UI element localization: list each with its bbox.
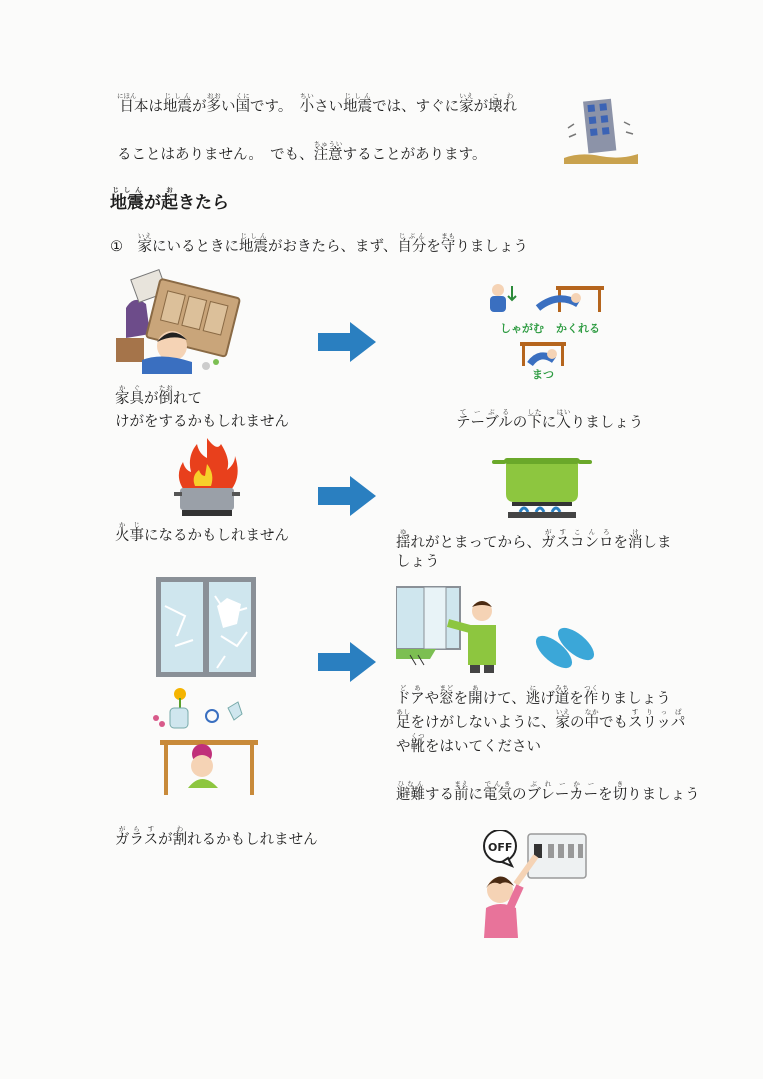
gas-stove-pot-illustration xyxy=(490,454,594,520)
broken-window-illustration xyxy=(155,576,257,678)
arrow-right-icon xyxy=(318,642,376,682)
row-1-right-text: テーブルてーぶるの下したに入はいりましょう xyxy=(456,408,644,431)
pot-fire-illustration xyxy=(172,436,242,518)
arrow-right-icon xyxy=(318,476,376,516)
svg-text:かくれる: かくれる xyxy=(556,322,600,335)
row-3-right-line-4: 避難ひなんする前まえに電気でんきのブレーカーぶれーかーを切きりましょう xyxy=(396,780,700,803)
intro-line-2: ることはありません。 でも、注意ちゅういすることがあります。 xyxy=(117,140,487,163)
svg-text:しゃがむ: しゃがむ xyxy=(500,322,544,335)
row-3-left-text: ガラスがらすが割われるかもしれません xyxy=(115,825,318,848)
duck-cover-hold-illustration xyxy=(478,282,608,380)
row-3-right-line-3: や靴くつをはいてください xyxy=(396,732,541,755)
row-1-left-line-2: けがをするかもしれません xyxy=(115,414,289,430)
section-heading: 地震じしんが起おきたら xyxy=(110,186,229,213)
off-label: OFF xyxy=(488,841,513,854)
row-2-right-line-2: しょう xyxy=(396,554,440,570)
step-1-instruction: ① 家いえにいるときに地震じしんがおきたら、まず、自分じぶんを守まもりましょう xyxy=(110,232,528,255)
slippers-illustration xyxy=(530,622,600,676)
intro-line-1: 日にほん本は地震じしんが多おおい国くにです。 小ちいさい地震じしんでは、すぐに家いえが壊れこわ xyxy=(117,92,518,115)
collapsing-building-illustration xyxy=(560,94,642,166)
row-2-left-text: 火事かじになるかもしれません xyxy=(115,521,289,544)
hiding-under-table-illustration xyxy=(150,684,262,796)
open-window-person-illustration xyxy=(396,585,506,675)
row-3-right-line-1: ドアどあや窓まどを開あけて、逃にげ道みちを作つくりましょう xyxy=(396,684,671,707)
svg-text:まつ: まつ xyxy=(532,368,554,380)
row-2-right-line-1: 揺ゆれがとまってから、ガスコンロがすこんろを消けしま xyxy=(396,528,672,551)
row-3-right-line-2: 足あしをけがしないように、家いえの中なかでもスリッパすりっぱ xyxy=(396,708,686,731)
breaker-off-illustration xyxy=(478,830,590,938)
row-1-left-line-1: 家具かぐが倒たおれて xyxy=(115,384,202,407)
arrow-right-icon xyxy=(318,322,376,362)
falling-furniture-illustration xyxy=(112,268,242,378)
